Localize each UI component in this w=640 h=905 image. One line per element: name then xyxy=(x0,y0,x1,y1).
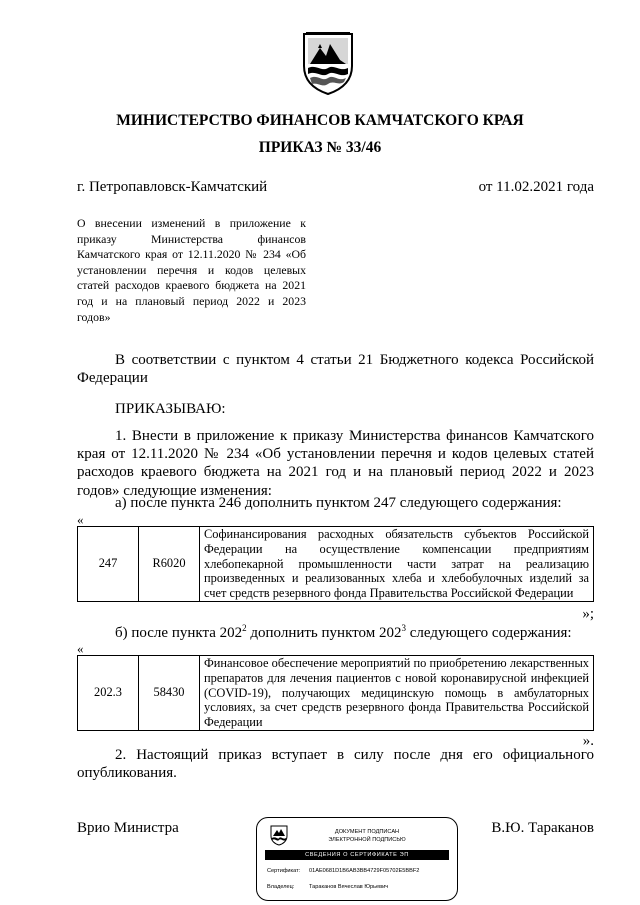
table-row xyxy=(78,656,594,731)
item-1: 1. Внести в приложение к приказу Министерства финансов Камчатского края от 12.11.2020 № 234 «Об установлении перечня и кодов целевых статей расходов краевого бюджета на 2021 год и на плановый период 2022 и 2023 годов» следующие изменения: xyxy=(77,428,594,499)
stamp-cert-value: 01AE0681D1B6AB3BB4729F05702E5BBF2 xyxy=(309,868,420,874)
superscript: 3 xyxy=(401,623,406,633)
signer-position: Врио Министра xyxy=(77,820,179,836)
amendment-table-a xyxy=(77,526,594,602)
item-1b-text: б) после пункта 202 xyxy=(115,625,243,641)
close-quote-b: ». xyxy=(582,733,594,749)
stamp-cert-label: Сертификат: xyxy=(267,868,301,874)
order-word: ПРИКАЗЫВАЮ: xyxy=(115,401,226,417)
close-quote-a: »; xyxy=(582,606,594,622)
coat-of-arms-icon xyxy=(300,30,356,96)
table-cell-text: Финансовое обеспечение мероприятий по приобретению лекарственных препаратов для лечения пациентов с новой коронавирусной инфекцией (COVID-19), получающих медицинскую помощь в амбулаторных условиях, за счет средств резервного фонда Правительства Российской Федерации xyxy=(200,656,594,731)
ministry-name: МИНИСТЕРСТВО ФИНАНСОВ КАМЧАТСКОГО КРАЯ xyxy=(116,112,524,129)
superscript: 2 xyxy=(242,623,247,633)
stamp-line-2: ЭЛЕКТРОННОЙ ПОДПИСЬЮ xyxy=(328,837,406,843)
table-cell-code: R6020 xyxy=(139,527,200,602)
item-1b xyxy=(77,624,594,642)
table-row xyxy=(78,527,594,602)
table-cell-text: Софинансирования расходных обязательств субъектов Российской Федерации на осуществление компенсации предприятиям хлебопекарной промышленности части затрат на реализацию произведенных и реализованных хлеба и хлебобулочных изделий за счет средств резервного фонда Правительства Российской Федерации xyxy=(200,527,594,602)
stamp-cert-header: СВЕДЕНИЯ О СЕРТИФИКАТЕ ЭП xyxy=(305,852,409,858)
preamble: В соответствии с пунктом 4 статьи 21 Бюджетного кодекса Российской Федерации xyxy=(77,352,594,387)
stamp-owner-label: Владелец: xyxy=(267,884,295,890)
item-1b-text: следующего содержания: xyxy=(405,625,572,641)
item-1b-text: дополнить пунктом 202 xyxy=(246,625,402,641)
open-quote-a: « xyxy=(77,512,84,527)
table-cell-number: 202.3 xyxy=(78,656,139,731)
order-date: от 11.02.2021 года xyxy=(478,179,594,195)
stamp-header-bar xyxy=(265,850,449,860)
stamp-line-1: ДОКУМЕНТ ПОДПИСАН xyxy=(334,829,400,835)
table-cell-code: 58430 xyxy=(139,656,200,731)
item-1a: а) после пункта 246 дополнить пунктом 247 следующего содержания: xyxy=(115,495,562,511)
order-title: ПРИКАЗ № 33/46 xyxy=(258,139,382,156)
order-subject: О внесении изменений в приложение к приказу Министерства финансов Камчатского края от 12.11.2020 № 234 «Об установлении перечня и кодов целевых статей расходов краевого бюджета на 2021 год и на плановый период 2022 и 2023 годов» xyxy=(77,216,306,324)
item-2: 2. Настоящий приказ вступает в силу после дня его официального опубликования. xyxy=(77,747,594,782)
stamp-owner-value: Тараканов Вячеслав Юрьевич xyxy=(309,884,389,890)
amendment-table-b xyxy=(77,655,594,731)
electronic-signature-stamp xyxy=(256,817,458,901)
signer-name: В.Ю. Тараканов xyxy=(491,820,594,836)
table-cell-number: 247 xyxy=(78,527,139,602)
open-quote-b: « xyxy=(77,641,84,656)
city: г. Петропавловск-Камчатский xyxy=(77,179,268,195)
